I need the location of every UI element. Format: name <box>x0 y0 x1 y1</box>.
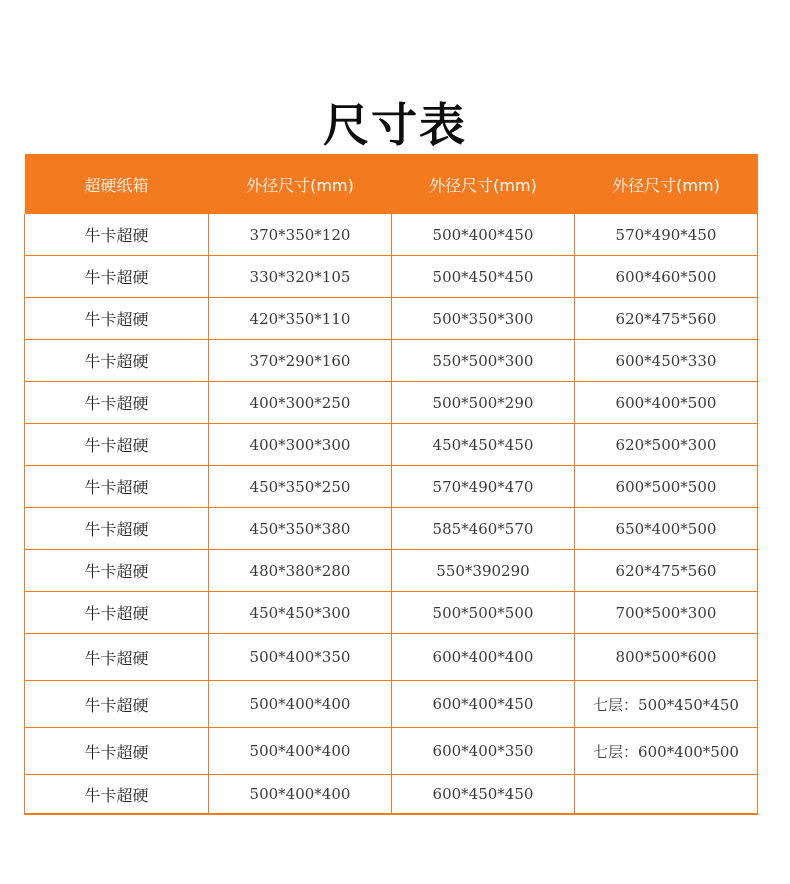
table-row <box>25 298 758 340</box>
table-row <box>25 681 758 728</box>
size-cell: 450*450*450 <box>392 424 575 466</box>
table-row <box>25 256 758 298</box>
size-cell: 600*450*330 <box>575 340 758 382</box>
table-row <box>25 382 758 424</box>
header-row <box>25 154 758 214</box>
material-cell: 牛卡超硬 <box>25 592 209 634</box>
size-cell: 570*490*450 <box>575 214 758 256</box>
size-cell: 700*500*300 <box>575 592 758 634</box>
size-cell: 600*450*450 <box>392 775 575 815</box>
size-cell: 500*400*350 <box>209 634 392 681</box>
table-row <box>25 775 758 815</box>
size-cell: 500*400*450 <box>392 214 575 256</box>
table-body <box>25 214 758 814</box>
size-cell: 550*500*300 <box>392 340 575 382</box>
size-cell: 620*475*560 <box>575 550 758 592</box>
size-cell: 480*380*280 <box>209 550 392 592</box>
size-cell: 550*390290 <box>392 550 575 592</box>
material-cell: 牛卡超硬 <box>25 298 209 340</box>
size-cell: 620*475*560 <box>575 298 758 340</box>
material-cell: 牛卡超硬 <box>25 550 209 592</box>
size-cell: 500*350*300 <box>392 298 575 340</box>
material-cell: 牛卡超硬 <box>25 256 209 298</box>
size-cell: 600*400*450 <box>392 681 575 728</box>
material-cell: 牛卡超硬 <box>25 508 209 550</box>
header-cell-size-1: 外径尺寸(mm) <box>209 154 392 214</box>
size-cell: 450*350*250 <box>209 466 392 508</box>
page-title: 尺寸表 <box>323 97 467 152</box>
size-cell: 370*290*160 <box>209 340 392 382</box>
size-cell: 585*460*570 <box>392 508 575 550</box>
table-header <box>25 154 758 214</box>
size-cell <box>575 775 758 815</box>
size-cell: 420*350*110 <box>209 298 392 340</box>
material-cell: 牛卡超硬 <box>25 728 209 775</box>
size-cell: 450*450*300 <box>209 592 392 634</box>
size-cell: 330*320*105 <box>209 256 392 298</box>
size-cell: 650*400*500 <box>575 508 758 550</box>
header-cell-size-2: 外径尺寸(mm) <box>392 154 575 214</box>
size-cell: 570*490*470 <box>392 466 575 508</box>
material-cell: 牛卡超硬 <box>25 424 209 466</box>
table-row <box>25 214 758 256</box>
size-cell: 400*300*300 <box>209 424 392 466</box>
size-cell: 600*400*350 <box>392 728 575 775</box>
size-cell: 800*500*600 <box>575 634 758 681</box>
table-row <box>25 424 758 466</box>
size-cell: 600*500*500 <box>575 466 758 508</box>
size-cell: 七层：600*400*500 <box>575 728 758 775</box>
size-cell: 450*350*380 <box>209 508 392 550</box>
material-cell: 牛卡超硬 <box>25 775 209 815</box>
size-cell: 500*400*400 <box>209 681 392 728</box>
size-cell: 500*500*290 <box>392 382 575 424</box>
size-cell: 500*400*400 <box>209 728 392 775</box>
table-row <box>25 550 758 592</box>
table-row <box>25 340 758 382</box>
table-row <box>25 634 758 681</box>
table-row <box>25 728 758 775</box>
size-cell: 600*400*400 <box>392 634 575 681</box>
table-row <box>25 508 758 550</box>
material-cell: 牛卡超硬 <box>25 681 209 728</box>
header-cell-size-3: 外径尺寸(mm) <box>575 154 758 214</box>
size-cell: 七层：500*450*450 <box>575 681 758 728</box>
material-cell: 牛卡超硬 <box>25 466 209 508</box>
size-cell: 370*350*120 <box>209 214 392 256</box>
size-cell: 600*400*500 <box>575 382 758 424</box>
header-cell-box-type: 超硬纸箱 <box>25 154 209 214</box>
material-cell: 牛卡超硬 <box>25 340 209 382</box>
material-cell: 牛卡超硬 <box>25 634 209 681</box>
table-row <box>25 466 758 508</box>
size-cell: 400*300*250 <box>209 382 392 424</box>
table-row <box>25 592 758 634</box>
size-cell: 500*450*450 <box>392 256 575 298</box>
size-cell: 620*500*300 <box>575 424 758 466</box>
material-cell: 牛卡超硬 <box>25 382 209 424</box>
size-cell: 600*460*500 <box>575 256 758 298</box>
size-cell: 500*500*500 <box>392 592 575 634</box>
size-cell: 500*400*400 <box>209 775 392 815</box>
material-cell: 牛卡超硬 <box>25 214 209 256</box>
size-table <box>24 154 758 815</box>
